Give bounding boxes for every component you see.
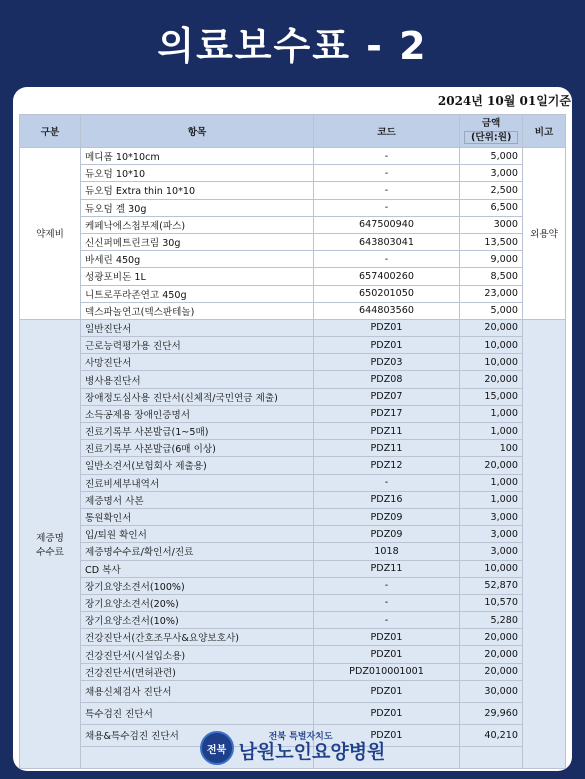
- code-cell: 650201050: [314, 285, 460, 302]
- amount-cell: 20,000: [460, 319, 523, 336]
- item-cell: 장애정도심사용 진단서(신체적/국민연금 제출): [81, 388, 314, 405]
- header-amount: [460, 115, 523, 148]
- amount-cell: 52,870: [460, 577, 523, 594]
- amount-cell: 10,000: [460, 354, 523, 371]
- code-cell: PDZ09: [314, 508, 460, 525]
- amount-cell: 40,210: [460, 724, 523, 746]
- code-cell: -: [314, 148, 460, 165]
- table-row: [20, 388, 566, 405]
- code-cell: 657400260: [314, 268, 460, 285]
- amount-cell: 3,000: [460, 165, 523, 182]
- table-row: [20, 594, 566, 611]
- code-cell: PDZ01: [314, 680, 460, 702]
- table-row: [20, 474, 566, 491]
- item-cell: 바세린 450g: [81, 251, 314, 268]
- code-cell: -: [314, 251, 460, 268]
- amount-cell: 6,500: [460, 199, 523, 216]
- item-cell: 진료기록부 사본발급(6매 이상): [81, 440, 314, 457]
- item-cell: 장기요양소견서(20%): [81, 594, 314, 611]
- table-row: [20, 285, 566, 302]
- item-cell: 신신퍼메트린크림 30g: [81, 233, 314, 250]
- table-row: [20, 354, 566, 371]
- table-row: [20, 680, 566, 702]
- item-cell: 일반소견서(보험회사 제출용): [81, 457, 314, 474]
- amount-cell: 10,570: [460, 594, 523, 611]
- code-cell: PDZ16: [314, 491, 460, 508]
- table-row: [20, 577, 566, 594]
- note-cell: 외용약: [523, 148, 566, 320]
- amount-cell: 5,280: [460, 612, 523, 629]
- item-cell: 듀오덤 10*10: [81, 165, 314, 182]
- table-row: [20, 663, 566, 680]
- amount-cell: 8,500: [460, 268, 523, 285]
- code-cell: PDZ11: [314, 440, 460, 457]
- table-row: [20, 199, 566, 216]
- amount-cell: 1,000: [460, 423, 523, 440]
- code-cell: PDZ01: [314, 319, 460, 336]
- code-cell: -: [314, 199, 460, 216]
- item-cell: 일반진단서: [81, 319, 314, 336]
- category-cell: 제증명 수수료: [20, 319, 81, 768]
- item-cell: 통원확인서: [81, 508, 314, 525]
- table-row: [20, 646, 566, 663]
- amount-cell: 20,000: [460, 457, 523, 474]
- table-row: [20, 629, 566, 646]
- amount-cell: 2,500: [460, 182, 523, 199]
- amount-cell: 5,000: [460, 302, 523, 319]
- code-cell: 1018: [314, 543, 460, 560]
- amount-cell: 5,000: [460, 148, 523, 165]
- hospital-emblem-icon: 전북: [200, 731, 234, 765]
- item-cell: 메디폼 10*10cm: [81, 148, 314, 165]
- logo-region: 전북 특별자치도: [268, 732, 333, 743]
- effective-date: 2024년 10월 01일기준: [437, 94, 571, 108]
- amount-cell: 3000: [460, 216, 523, 233]
- banner-title: 의료보수표 - 2: [157, 23, 428, 68]
- table-row: [20, 216, 566, 233]
- amount-cell: 13,500: [460, 233, 523, 250]
- code-cell: -: [314, 612, 460, 629]
- item-cell: 채용&특수검진 진단서: [81, 724, 314, 746]
- code-cell: PDZ01: [314, 724, 460, 746]
- amount-cell: 9,000: [460, 251, 523, 268]
- fee-sheet: [13, 87, 572, 771]
- code-cell: PDZ11: [314, 423, 460, 440]
- item-cell: 케페낙에스첩부제(파스): [81, 216, 314, 233]
- amount-cell: 3,000: [460, 526, 523, 543]
- amount-cell: 1,000: [460, 474, 523, 491]
- table-row: [20, 508, 566, 525]
- item-cell: 채용신체검사 진단서: [81, 680, 314, 702]
- table-row: [20, 440, 566, 457]
- item-cell: 장기요양소견서(100%): [81, 577, 314, 594]
- header-category: 구분: [20, 115, 81, 148]
- amount-cell: 20,000: [460, 371, 523, 388]
- table-row: [20, 268, 566, 285]
- header-amount-unit: (단위:원): [464, 131, 518, 144]
- amount-cell: 15,000: [460, 388, 523, 405]
- code-cell: -: [314, 165, 460, 182]
- item-cell: 입/퇴원 확인서: [81, 526, 314, 543]
- amount-cell: 10,000: [460, 337, 523, 354]
- code-cell: -: [314, 577, 460, 594]
- code-cell: 643803041: [314, 233, 460, 250]
- item-cell: 근로능력평가용 진단서: [81, 337, 314, 354]
- header-note: 비고: [523, 115, 566, 148]
- table-row: [20, 165, 566, 182]
- item-cell: 제증명수수료/확인서/진료: [81, 543, 314, 560]
- table-row: [20, 702, 566, 724]
- item-cell: 건강진단서(간호조무사&요양보호사): [81, 629, 314, 646]
- table-row: [20, 371, 566, 388]
- code-cell: -: [314, 182, 460, 199]
- code-cell: PDZ09: [314, 526, 460, 543]
- amount-cell: 1,000: [460, 491, 523, 508]
- hospital-logo: [13, 725, 572, 771]
- table-row: [20, 423, 566, 440]
- item-cell: 덱스파놀연고(덱스판테놀): [81, 302, 314, 319]
- header-amount-label: 금액: [481, 118, 501, 130]
- amount-cell: 20,000: [460, 646, 523, 663]
- amount-cell: 29,960: [460, 702, 523, 724]
- item-cell: 장기요양소견서(10%): [81, 612, 314, 629]
- table-row: [20, 457, 566, 474]
- code-cell: -: [314, 474, 460, 491]
- fee-table: [19, 114, 566, 769]
- code-cell: PDZ03: [314, 354, 460, 371]
- table-row: [20, 182, 566, 199]
- code-cell: PDZ01: [314, 646, 460, 663]
- item-cell: 건강진단서(시설입소용): [81, 646, 314, 663]
- code-cell: PDZ07: [314, 388, 460, 405]
- table-row: [20, 612, 566, 629]
- table-row: [20, 337, 566, 354]
- category-cell: 약제비: [20, 148, 81, 320]
- item-cell: 진료비세부내역서: [81, 474, 314, 491]
- table-header-row: [20, 115, 566, 148]
- item-cell: 특수검진 진단서: [81, 702, 314, 724]
- item-cell: 제증명서 사본: [81, 491, 314, 508]
- code-cell: PDZ01: [314, 702, 460, 724]
- item-cell: 소득공제용 장애인증명서: [81, 405, 314, 422]
- item-cell: 듀오덤 겔 30g: [81, 199, 314, 216]
- code-cell: -: [314, 594, 460, 611]
- code-cell: PDZ08: [314, 371, 460, 388]
- table-row: [20, 491, 566, 508]
- table-row: [20, 526, 566, 543]
- amount-cell: 23,000: [460, 285, 523, 302]
- table-row: [20, 251, 566, 268]
- header-code: 코드: [314, 115, 460, 148]
- note-cell: [523, 319, 566, 768]
- item-cell: 건강진단서(면허관련): [81, 663, 314, 680]
- amount-cell: 20,000: [460, 663, 523, 680]
- code-cell: PDZ12: [314, 457, 460, 474]
- amount-cell: 100: [460, 440, 523, 457]
- table-row: [20, 148, 566, 165]
- code-cell: PDZ17: [314, 405, 460, 422]
- item-cell: 니트로푸라존연고 450g: [81, 285, 314, 302]
- code-cell: PDZ010001001: [314, 663, 460, 680]
- item-cell: 병사용진단서: [81, 371, 314, 388]
- header-item: 항목: [81, 115, 314, 148]
- code-cell: PDZ11: [314, 560, 460, 577]
- amount-cell: 1,000: [460, 405, 523, 422]
- amount-cell: 10,000: [460, 560, 523, 577]
- table-row: [20, 543, 566, 560]
- item-cell: 성광포비돈 1L: [81, 268, 314, 285]
- logo-hospital-name: 남원노인요양병원: [238, 740, 386, 763]
- item-cell: 듀오덤 Extra thin 10*10: [81, 182, 314, 199]
- item-cell: 진료기록부 사본발급(1~5매): [81, 423, 314, 440]
- title-banner: [0, 0, 585, 84]
- code-cell: 647500940: [314, 216, 460, 233]
- amount-cell: 20,000: [460, 629, 523, 646]
- table-row: [20, 405, 566, 422]
- item-cell: CD 복사: [81, 560, 314, 577]
- table-row: [20, 302, 566, 319]
- amount-cell: 3,000: [460, 543, 523, 560]
- amount-cell: 30,000: [460, 680, 523, 702]
- amount-cell: 3,000: [460, 508, 523, 525]
- table-row: [20, 233, 566, 250]
- code-cell: 644803560: [314, 302, 460, 319]
- code-cell: PDZ01: [314, 337, 460, 354]
- table-row: [20, 560, 566, 577]
- code-cell: PDZ01: [314, 629, 460, 646]
- table-row: [20, 319, 566, 336]
- item-cell: 사망진단서: [81, 354, 314, 371]
